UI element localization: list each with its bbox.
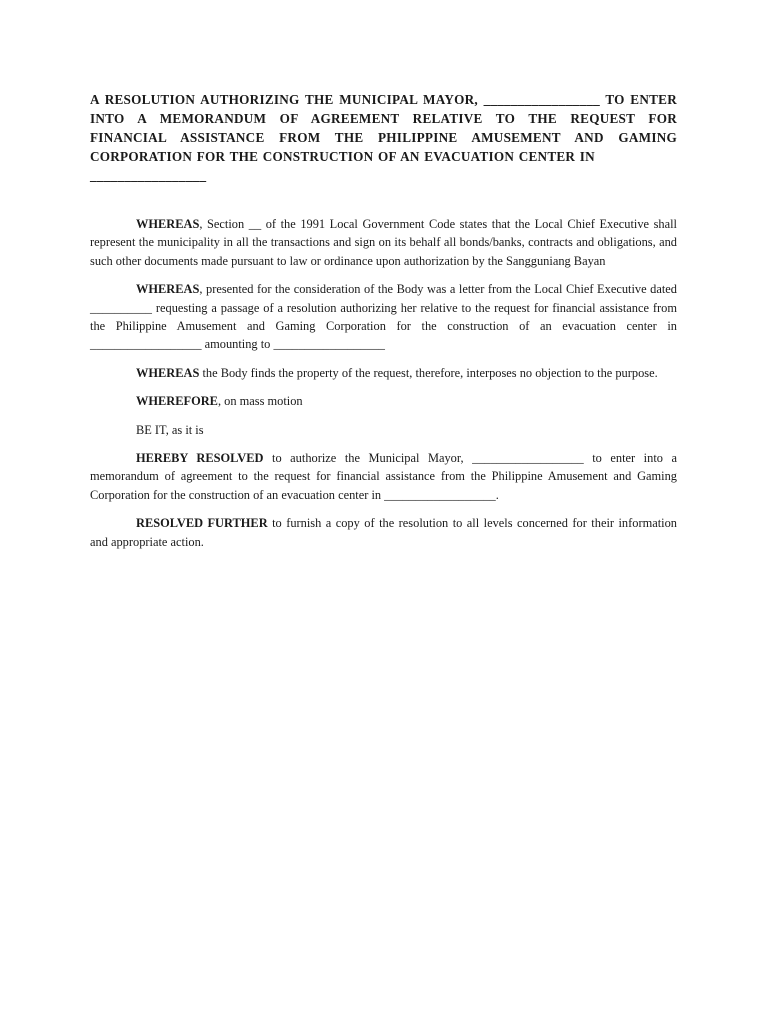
- paragraph-text: , Section __ of the 1991 Local Government Code states that the Local Chief Executive shall represent the municipality in all the transactions and sign on its behalf all bonds/banks, contracts and obligations, and such other documents made pursuant to law or ordinance upon authorization by the Sangguniang Bayan: [90, 217, 677, 268]
- paragraph-text: to furnish a copy of the resolution to all levels concerned for their information and appropriate action.: [90, 516, 677, 549]
- paragraph-lead: WHEREAS: [136, 217, 200, 231]
- paragraph-text: to authorize the Municipal Mayor, __________________ to enter into a memorandum of agreement to the request for financial assistance from the Philippine Amusement and Gaming Corporation for the construction of an evacuation center in __________________.: [90, 451, 678, 502]
- resolved-further-paragraph: [90, 514, 677, 551]
- whereas-section-paragraph: [90, 215, 677, 270]
- paragraph-lead: RESOLVED FURTHER: [136, 516, 268, 531]
- paragraph-text: , presented for the consideration of the Body was a letter from the Local Chief Executive dated __________ requesting a passage of a resolution authorizing her relative to the request for financial assistance from the Philippine Amusement and Gaming Corporation for the construction of an evacuation center in __________________ amounting to __________________: [90, 282, 677, 352]
- title-text: A RESOLUTION AUTHORIZING THE MUNICIPAL MAYOR, _________________ TO ENTER INTO A MEMORANDUM OF AGREEMENT RELATIVE TO THE REQUEST FOR FINANCIAL ASSISTANCE FROM THE PHILIPPINE AMUSEMENT AND GAMING CORPORATION FOR THE CONSTRUCTION OF AN EVACUATION CENTER IN: [90, 92, 677, 164]
- whereas-body-paragraph: [90, 364, 677, 382]
- paragraph-text: , on mass motion: [217, 394, 303, 409]
- title-blank: _________________: [90, 168, 207, 183]
- whereas-letter-paragraph: [90, 280, 677, 354]
- resolution-title: [90, 90, 677, 185]
- wherefore-paragraph: [90, 392, 677, 410]
- paragraph-text: the Body finds the property of the request, therefore, interposes no objection to the purpose.: [199, 365, 658, 380]
- resolution-body: [90, 215, 677, 551]
- paragraph-lead: HEREBY RESOLVED: [136, 451, 264, 466]
- paragraph-lead: WHEREAS: [136, 365, 200, 380]
- hereby-resolved-paragraph: [90, 449, 677, 504]
- paragraph-lead: WHEREFORE: [136, 394, 218, 409]
- document-page: [90, 90, 677, 561]
- be-it-paragraph: [90, 421, 677, 439]
- paragraph-text: BE IT, as it is: [136, 422, 204, 437]
- paragraph-lead: WHEREAS: [136, 282, 200, 297]
